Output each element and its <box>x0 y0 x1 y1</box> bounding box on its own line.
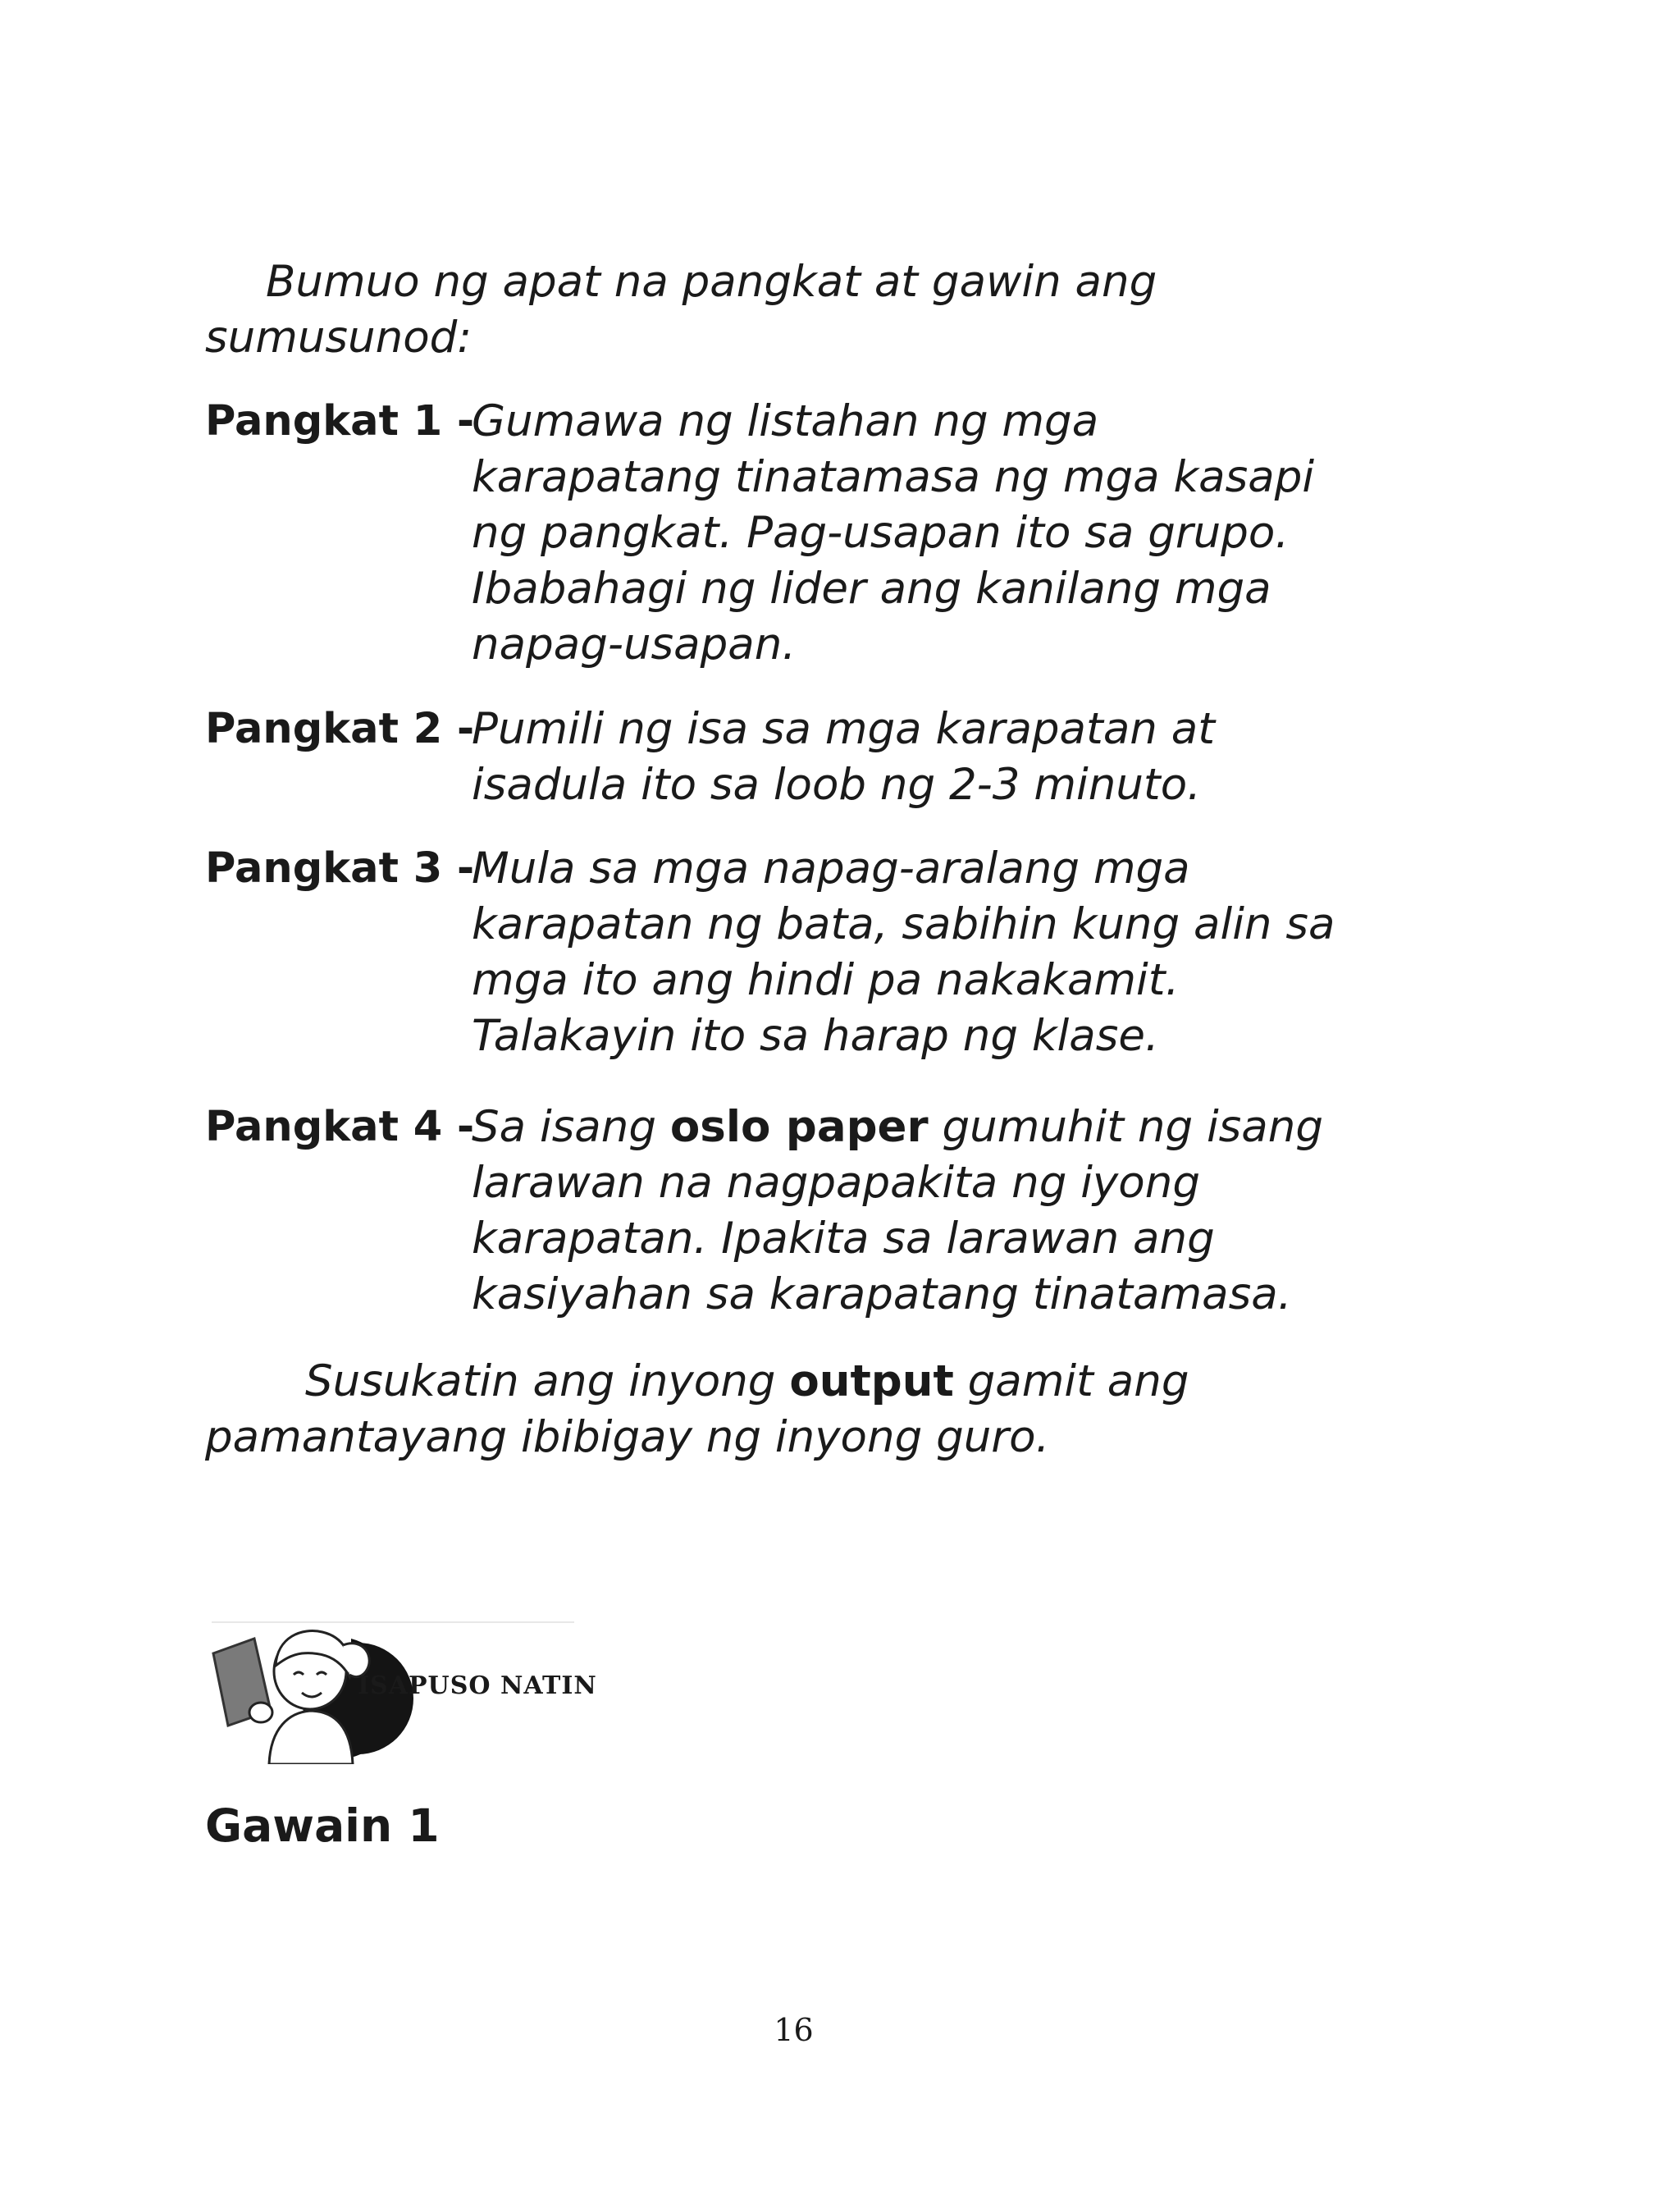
pangkat-1-text <box>472 394 1341 673</box>
pangkat-3-text <box>472 841 1341 1064</box>
text-line: larawan na nagpapakita ng iyong <box>472 1158 1200 1208</box>
text-fragment: gumuhit ng isang <box>942 1102 1323 1152</box>
text-line <box>472 1100 1341 1155</box>
text-line: Talakayin ito sa harap ng klase. <box>472 1011 1159 1061</box>
intro-line-2: sumusunod: <box>205 313 472 363</box>
text-line: Pumili ng isa sa mga karapatan at <box>472 704 1215 754</box>
text-line: ng pangkat. Pag-usapan ito sa grupo. <box>472 508 1290 558</box>
output-term: output <box>789 1356 954 1406</box>
text-line: isadula ito sa loob ng 2-3 minuto. <box>472 760 1201 810</box>
intro-line-1: Bumuo ng apat na pangkat at gawin ang <box>266 257 1157 307</box>
pangkat-4-label: Pangkat 4 - <box>205 1103 475 1151</box>
text-line: karapatan. Ipakita sa larawan ang <box>472 1214 1215 1264</box>
isapuso-natin-badge <box>212 1621 597 1764</box>
oslo-paper-term: oslo paper <box>669 1102 929 1152</box>
closing-line-2: pamantayang ibibigay ng inyong guro. <box>205 1412 1050 1462</box>
text-line: kasiyahan sa karapatang tinatamasa. <box>472 1269 1292 1319</box>
page-number: 16 <box>774 2012 814 2048</box>
pangkat-3-label: Pangkat 3 - <box>205 844 475 893</box>
text-line: mga ito ang hindi pa nakakamit. <box>472 955 1180 1005</box>
text-line: napag-usapan. <box>472 620 797 670</box>
text-line: Mula sa mga napag-aralang mga <box>472 844 1190 894</box>
badge-title: ISAPUSO NATIN <box>358 1671 597 1700</box>
text-fragment: gamit ang <box>967 1356 1189 1406</box>
text-line: Gumawa ng listahan ng mga <box>472 396 1099 446</box>
section-heading: Gawain 1 <box>205 1799 440 1852</box>
closing-paragraph <box>205 1354 1436 1465</box>
pangkat-1-label: Pangkat 1 - <box>205 397 475 446</box>
text-line: karapatang tinatamasa ng mga kasapi <box>472 452 1315 502</box>
text-fragment: Susukatin ang inyong <box>305 1356 776 1406</box>
pangkat-4-text <box>472 1100 1341 1323</box>
intro-paragraph <box>205 254 1436 366</box>
pangkat-2-label: Pangkat 2 - <box>205 705 475 753</box>
text-fragment: Sa isang <box>472 1102 657 1152</box>
text-line: karapatan ng bata, sabihin kung alin sa <box>472 899 1335 949</box>
text-line: Ibabahagi ng lider ang kanilang mga <box>472 564 1271 614</box>
pangkat-2-text <box>472 702 1341 813</box>
